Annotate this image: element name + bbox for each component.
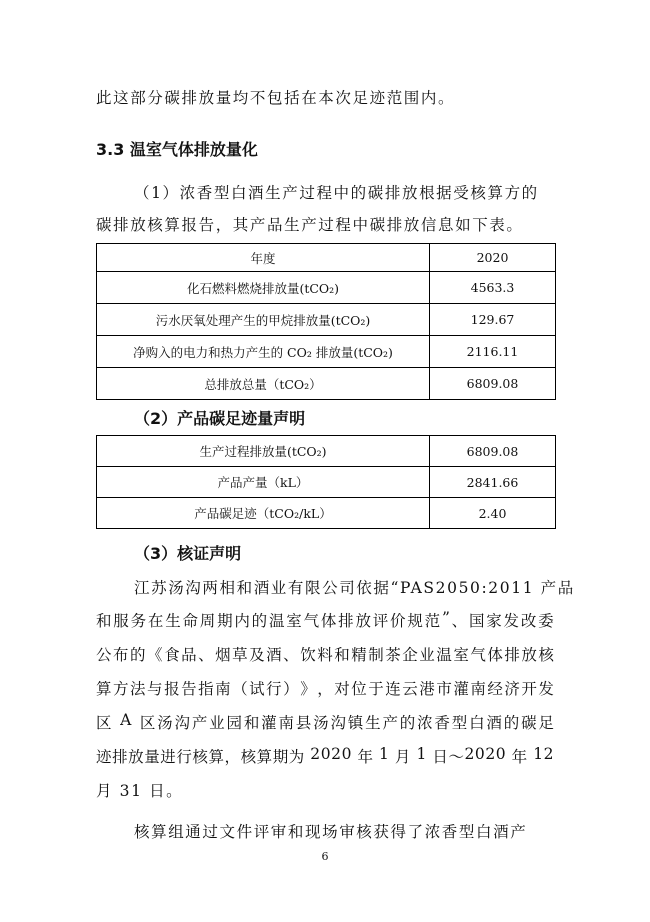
table-cell: 129.67 bbox=[430, 304, 556, 336]
table-cell: 产品碳足迹（tCO₂/kL） bbox=[97, 498, 430, 529]
intro-line: 此这部分碳排放量均不包括在本次足迹范围内。 bbox=[96, 89, 456, 107]
table-cell: 4563.3 bbox=[430, 272, 556, 304]
paragraph-4-line: 核算组通过文件评审和现场审核获得了浓香型白酒产 bbox=[134, 823, 528, 841]
table-cell: 6809.08 bbox=[430, 368, 556, 400]
paragraph-1-line-1: （1）浓香型白酒生产过程中的碳排放根据受核算方的 bbox=[134, 184, 539, 202]
table-cell: 产品产量（kL） bbox=[97, 467, 430, 498]
paragraph-3-line: 公 布 的 《 食 品 、 烟 草 及 酒 、 饮 料 和 精 制 茶 企 业 温 室 气 体 排 放 核 bbox=[96, 646, 554, 664]
table-row bbox=[97, 272, 556, 304]
paragraph-3-line: 区 A 区 汤 沟 产 业 园 和 灌 南 县 汤 沟 镇 生 产 的 浓 香 型 白 酒 的 碳 足 bbox=[96, 711, 554, 732]
emissions-table bbox=[96, 243, 556, 400]
table-header-row bbox=[97, 244, 556, 272]
table-header-cell: 2020 bbox=[430, 244, 556, 272]
paragraph-3-line: 算 方 法 与 报 告 指 南 （ 试 行 ） 》 ， 对 位 于 连 云 港 市 灌 南 经 济 开 发 bbox=[96, 680, 554, 698]
heading-3: （3）核证声明 bbox=[134, 544, 242, 563]
table-cell: 6809.08 bbox=[430, 436, 556, 467]
paragraph-3-line: 迹 排 放 量 进 行 核 算 ， 核 算 期 为 2 0 2 0 年 1 月 1 日 ～ 2 0 2 0 年 1 2 bbox=[96, 745, 554, 766]
table-cell: 2841.66 bbox=[430, 467, 556, 498]
paragraph-3-line: 江苏汤沟两相和酒业有限公司依据“PAS2050:2011 产品 bbox=[134, 579, 575, 597]
heading-2: （2）产品碳足迹量声明 bbox=[134, 409, 306, 428]
page-number: 6 bbox=[321, 850, 329, 863]
table-cell: 总排放总量（tCO₂） bbox=[97, 368, 430, 400]
paragraph-1-line-2: 碳排放核算报告，其产品生产过程中碳排放信息如下表。 bbox=[96, 216, 524, 234]
carbon-footprint-table bbox=[96, 435, 556, 529]
table-row bbox=[97, 304, 556, 336]
table-row bbox=[97, 467, 556, 498]
table-row bbox=[97, 436, 556, 467]
table-cell: 净购入的电力和热力产生的 CO₂ 排放量(tCO₂) bbox=[97, 336, 430, 368]
table-header-cell: 年度 bbox=[97, 244, 430, 272]
paragraph-3-line: 月 31 日。 bbox=[96, 782, 184, 800]
table-cell: 2116.11 bbox=[430, 336, 556, 368]
paragraph-3-line: 和 服 务 在 生 命 周 期 内 的 温 室 气 体 排 放 评 价 规 范 ” 、 国 家 发 改 委 bbox=[96, 609, 554, 630]
table-row bbox=[97, 498, 556, 529]
section-title: 3.3 温室气体排放量化 bbox=[96, 140, 258, 159]
table-row bbox=[97, 368, 556, 400]
table-cell: 化石燃料燃烧排放量(tCO₂) bbox=[97, 272, 430, 304]
table-cell: 污水厌氧处理产生的甲烷排放量(tCO₂) bbox=[97, 304, 430, 336]
table-cell: 生产过程排放量(tCO₂) bbox=[97, 436, 430, 467]
table-row bbox=[97, 336, 556, 368]
table-cell: 2.40 bbox=[430, 498, 556, 529]
